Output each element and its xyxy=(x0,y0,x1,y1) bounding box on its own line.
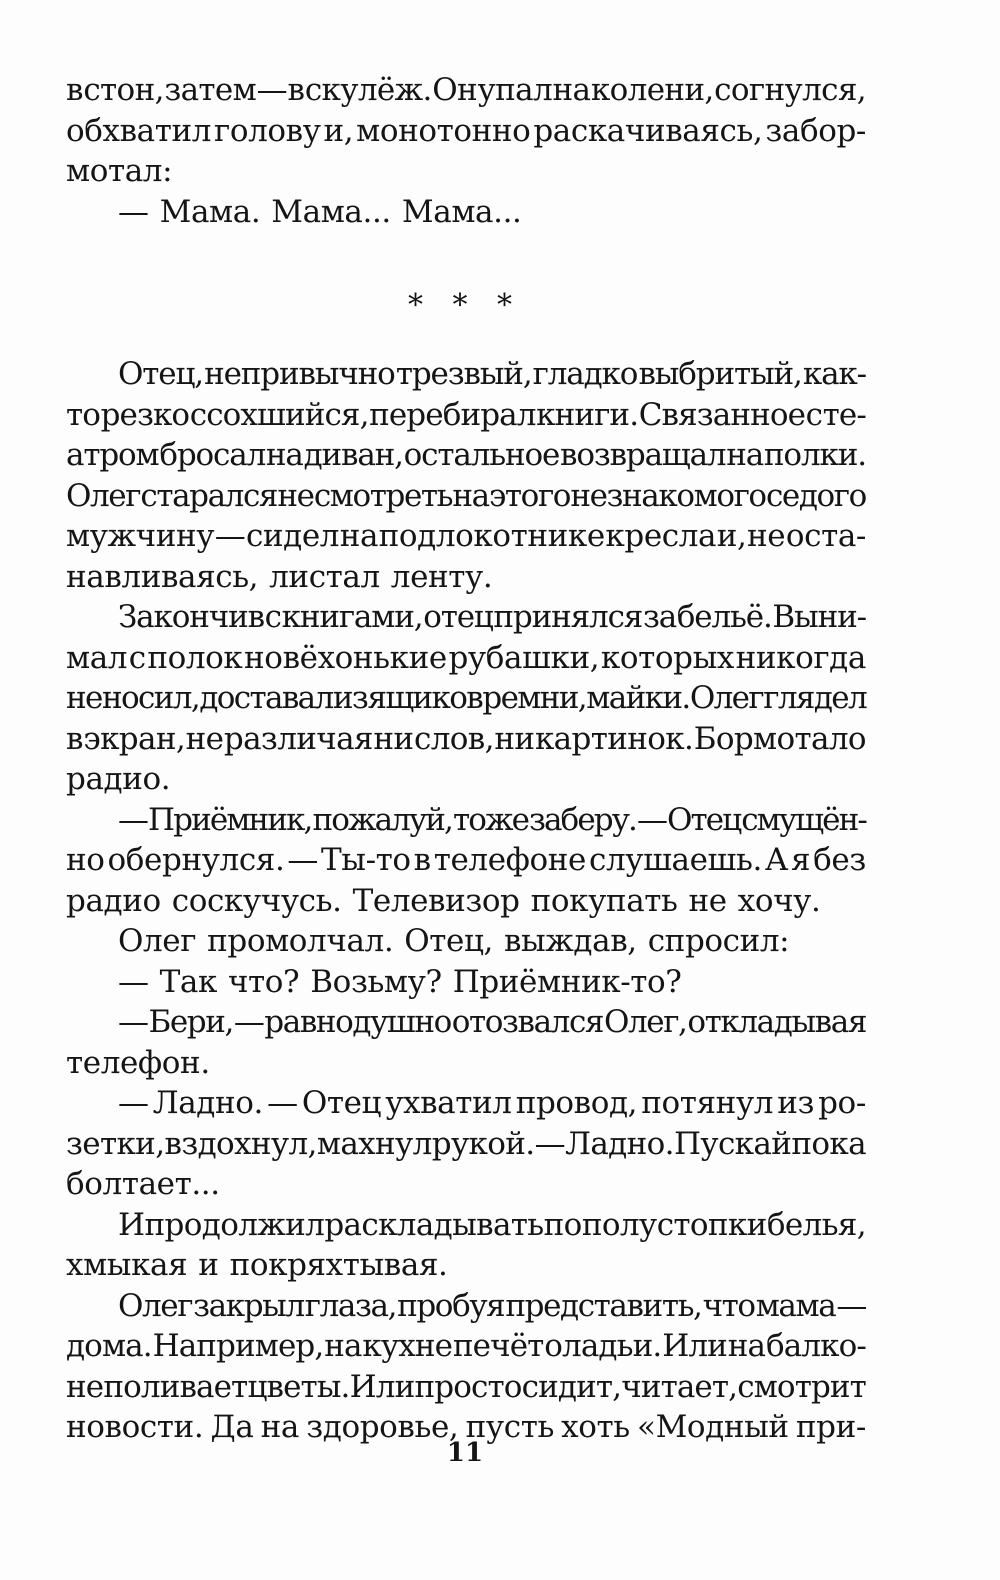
word: не xyxy=(66,1368,104,1405)
word: на xyxy=(260,1409,300,1445)
word: телефоне xyxy=(433,842,587,878)
word: глаза, xyxy=(304,1287,397,1324)
word: печёт xyxy=(452,1328,544,1364)
word: и xyxy=(198,1247,219,1283)
word: перебирал xyxy=(369,396,536,433)
word: не xyxy=(747,518,786,554)
text-line xyxy=(66,1367,866,1408)
word: потянул xyxy=(641,1085,774,1121)
text-line xyxy=(66,921,866,962)
word: заберу. xyxy=(528,801,637,838)
word: равнодушно xyxy=(264,1004,451,1040)
word: Связанное xyxy=(638,396,806,433)
word: Олег xyxy=(689,680,763,716)
word: гладко xyxy=(532,356,638,392)
word: Отец, xyxy=(404,923,493,959)
word: — xyxy=(118,963,149,1000)
word: отец xyxy=(423,599,493,635)
word: то xyxy=(66,396,101,433)
word: и, xyxy=(716,518,747,554)
word: в xyxy=(413,842,431,878)
word: упал xyxy=(477,72,553,108)
word: спросил: xyxy=(647,923,790,959)
word: телефон. xyxy=(66,1044,210,1081)
word: седого xyxy=(765,477,866,514)
word: Бери, xyxy=(148,1004,233,1040)
word: поливает xyxy=(103,1368,248,1405)
word: Да xyxy=(210,1409,254,1445)
word: хоть xyxy=(561,1409,630,1445)
word: закрыл xyxy=(193,1287,304,1324)
word: в xyxy=(287,72,305,108)
word: полки. xyxy=(763,437,866,473)
word: смотреть xyxy=(313,477,453,514)
word: покупать xyxy=(530,882,678,919)
word: обхватил xyxy=(66,112,212,149)
word: сидел xyxy=(245,518,340,554)
word: Ладно. xyxy=(565,1125,674,1162)
word: Отец, xyxy=(118,356,203,392)
word: — xyxy=(256,72,287,108)
word: раскачиваясь, xyxy=(533,112,763,149)
word: сидит, xyxy=(521,1368,622,1405)
word: атром xyxy=(66,437,159,473)
word: А xyxy=(764,842,788,878)
word: незнакомого xyxy=(570,477,766,514)
word: стон, xyxy=(83,72,164,108)
word: мама xyxy=(755,1287,836,1324)
text-line xyxy=(66,597,866,638)
word: рукой. xyxy=(431,1125,535,1162)
text-line xyxy=(66,476,866,517)
word: на xyxy=(552,72,591,108)
word: этого xyxy=(488,477,571,514)
word: радио. xyxy=(66,761,171,797)
word: покряхтывая. xyxy=(229,1247,448,1283)
word: и, xyxy=(323,112,354,149)
word: провод, xyxy=(515,1085,638,1121)
body-text xyxy=(66,354,866,1448)
word: согнулся, xyxy=(714,72,866,108)
text-line xyxy=(66,1205,866,1246)
word: которых xyxy=(600,639,734,676)
word: цветы. xyxy=(247,1368,350,1405)
word: ухватил xyxy=(385,1085,512,1121)
word: ро- xyxy=(818,1085,866,1121)
word: балко- xyxy=(765,1328,866,1364)
word: — xyxy=(287,842,319,878)
word: экран, xyxy=(83,720,186,757)
word: мотал: xyxy=(66,153,173,189)
text-line xyxy=(66,1124,866,1165)
word: И xyxy=(118,1206,145,1243)
text-line xyxy=(66,151,866,192)
word: Мама... xyxy=(401,193,522,230)
word: пусть xyxy=(465,1409,554,1445)
word: пробуя xyxy=(397,1287,505,1324)
word: резко xyxy=(100,396,190,433)
word: новёхонькие xyxy=(244,639,447,676)
word: отозвался xyxy=(451,1004,604,1040)
text-line xyxy=(66,354,866,395)
word: в xyxy=(66,720,83,757)
word: Ладно. xyxy=(152,1085,263,1121)
word: — xyxy=(636,801,667,838)
word: Мама. xyxy=(159,193,261,230)
word: обернулся. xyxy=(107,842,285,878)
text-line xyxy=(66,881,866,922)
word: смущён- xyxy=(741,801,866,838)
dialogue-line xyxy=(66,962,866,1003)
word: ссохшийся, xyxy=(189,396,369,433)
word: без xyxy=(813,842,866,878)
word: на xyxy=(452,477,489,514)
dialogue-line xyxy=(66,192,866,233)
word: мал xyxy=(66,639,128,676)
word: ленту. xyxy=(390,558,493,595)
text-line xyxy=(66,1286,866,1327)
word: промолчал. xyxy=(207,923,394,959)
dialogue-line xyxy=(66,1083,866,1124)
text-line xyxy=(66,1043,866,1084)
page-number: 11 xyxy=(446,1438,484,1468)
text-line xyxy=(66,678,866,719)
word: — xyxy=(214,518,246,554)
word: откладывая xyxy=(687,1004,866,1040)
word: затем xyxy=(164,72,257,108)
word: диван, xyxy=(303,437,403,473)
word: колени, xyxy=(590,72,714,108)
word: — xyxy=(118,1085,149,1121)
word: я xyxy=(791,842,811,878)
word: Отец xyxy=(301,1085,382,1121)
word: Или xyxy=(349,1368,415,1405)
word: смотрит xyxy=(737,1368,866,1405)
text-line xyxy=(66,435,866,476)
word: листал xyxy=(269,558,380,595)
word: остальное xyxy=(403,437,560,473)
word: не xyxy=(688,882,727,919)
dialogue-line xyxy=(66,1002,866,1043)
word: зетки, xyxy=(66,1125,165,1162)
word: дома. xyxy=(66,1328,152,1364)
word: бельё. xyxy=(676,599,772,635)
word: оладьи. xyxy=(544,1328,662,1364)
word: Ты-то xyxy=(321,842,411,878)
word: представить, xyxy=(505,1287,702,1324)
word: из xyxy=(777,1085,814,1121)
word: как- xyxy=(802,356,866,392)
word: подлокотнике xyxy=(378,518,605,554)
word: пока xyxy=(791,1125,866,1162)
text-line xyxy=(66,111,866,152)
word: майки. xyxy=(586,680,690,716)
word: полу xyxy=(581,1206,657,1243)
word: Олег xyxy=(118,1287,193,1324)
word: ни xyxy=(494,720,535,757)
text-line xyxy=(66,719,866,760)
word: радио xyxy=(66,882,161,919)
word: Возьму? xyxy=(310,963,442,1000)
word: ящиков xyxy=(367,680,483,716)
word: на xyxy=(339,518,379,554)
word: что? xyxy=(227,963,300,1000)
text-line xyxy=(66,759,866,800)
word: Бормотало xyxy=(693,720,866,757)
word: бросал xyxy=(159,437,266,473)
word: не xyxy=(277,477,314,514)
word: Приёмник, xyxy=(148,801,312,838)
word: принялся xyxy=(493,599,643,635)
word: здоровье, xyxy=(306,1409,459,1445)
text-line xyxy=(66,516,866,557)
word: на xyxy=(324,1328,362,1364)
word: старался xyxy=(140,477,278,514)
word: махнул xyxy=(316,1125,432,1162)
word: Пускай xyxy=(673,1125,792,1162)
word: — xyxy=(118,1004,148,1040)
word: по xyxy=(543,1206,582,1243)
word: глядел xyxy=(763,680,866,716)
word: никогда xyxy=(735,639,866,676)
word: Мама... xyxy=(271,193,391,230)
word: Олег, xyxy=(603,1004,687,1040)
word: Например, xyxy=(152,1328,324,1364)
word: просто xyxy=(414,1368,522,1405)
word: «Модный xyxy=(637,1409,789,1445)
word: трезвый, xyxy=(395,356,532,392)
word: Так xyxy=(159,963,217,1000)
word: Выни- xyxy=(772,599,866,635)
word: Закончив xyxy=(118,599,264,635)
word: носил, xyxy=(102,680,200,716)
word: хмыкая xyxy=(66,1247,188,1283)
word: доставал xyxy=(199,680,333,716)
word: ремни, xyxy=(482,680,586,716)
word: читает, xyxy=(621,1368,738,1405)
word: в xyxy=(66,72,83,108)
text-line xyxy=(66,395,866,436)
word: хочу. xyxy=(737,882,821,919)
text-line xyxy=(66,557,866,598)
word: — xyxy=(534,1125,565,1162)
word: с xyxy=(805,396,823,433)
word: выбритый, xyxy=(638,356,802,392)
word: тоже xyxy=(452,801,529,838)
word: с xyxy=(264,599,281,635)
word: белья, xyxy=(766,1206,866,1243)
word: Олег xyxy=(66,477,141,514)
word: — xyxy=(118,801,148,838)
dialogue-line xyxy=(66,800,866,841)
word: слушаешь. xyxy=(589,842,762,878)
word: раскладывать xyxy=(324,1206,544,1243)
word: монотонно xyxy=(356,112,531,149)
word: Он xyxy=(432,72,477,108)
word: мужчину xyxy=(66,518,215,554)
word: пожалуй, xyxy=(312,801,453,838)
text-line xyxy=(66,1245,866,1286)
word: Отец xyxy=(667,801,741,838)
word: что xyxy=(702,1287,755,1324)
word: на xyxy=(726,437,764,473)
word: кресла xyxy=(605,518,717,554)
word: с xyxy=(128,639,146,676)
word: различая xyxy=(223,720,373,757)
word: стопки xyxy=(656,1206,767,1243)
word: Приёмник-то? xyxy=(452,963,682,1000)
word: книгами, xyxy=(281,599,423,635)
word: Телевизор xyxy=(352,882,520,919)
word: скулёж. xyxy=(304,72,432,108)
word: голову xyxy=(213,112,321,149)
word: непривычно xyxy=(204,356,395,392)
word: картинок. xyxy=(534,720,694,757)
text-line xyxy=(66,1164,866,1205)
text-line xyxy=(66,840,866,881)
word: новости. xyxy=(66,1409,204,1445)
word: оста- xyxy=(785,518,866,554)
text-line xyxy=(66,70,866,111)
word: болтает... xyxy=(66,1166,220,1202)
top-paragraph xyxy=(66,70,866,232)
word: вздохнул, xyxy=(164,1125,317,1162)
word: забор- xyxy=(765,112,866,149)
text-line xyxy=(66,1326,866,1367)
word: на xyxy=(265,437,303,473)
word: кухне xyxy=(362,1328,453,1364)
word: — xyxy=(233,1004,264,1040)
word: продолжил xyxy=(144,1206,325,1243)
word: возвращал xyxy=(560,437,726,473)
word: но xyxy=(66,842,105,878)
word: при- xyxy=(795,1409,866,1445)
word: те- xyxy=(822,396,866,433)
word: не xyxy=(66,680,102,716)
word: Или xyxy=(662,1328,727,1364)
word: полок xyxy=(147,639,243,676)
word: за xyxy=(642,599,677,635)
word: книги. xyxy=(536,396,639,433)
word: — xyxy=(836,1287,866,1324)
word: ни xyxy=(373,720,414,757)
word: выждав, xyxy=(503,923,637,959)
word: — xyxy=(118,193,149,230)
word: Олег xyxy=(118,923,197,959)
word: рубашки, xyxy=(448,639,600,676)
word: слов, xyxy=(414,720,494,757)
text-line xyxy=(66,638,866,679)
word: соскучусь. xyxy=(171,882,342,919)
word: — xyxy=(267,1085,298,1121)
section-separator: * * * xyxy=(407,288,523,323)
word: на xyxy=(727,1328,766,1364)
word: навливаясь, xyxy=(66,558,259,595)
word: не xyxy=(185,720,224,757)
word: из xyxy=(332,680,368,716)
